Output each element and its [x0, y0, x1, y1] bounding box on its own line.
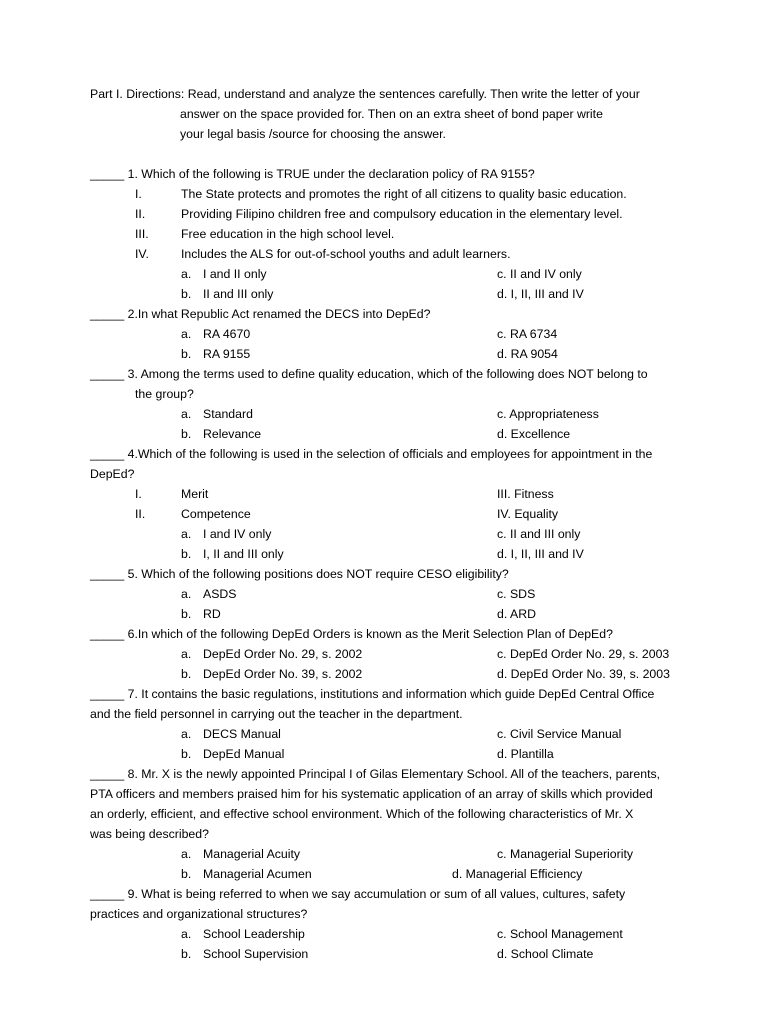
choice-right: d. I, II, III and IV: [497, 547, 584, 561]
statement-number: I.: [135, 187, 142, 201]
question-stem: and the field personnel in carrying out the teacher in the department.: [90, 707, 463, 721]
choice-right: d. Plantilla: [497, 747, 554, 761]
choice-letter: b.: [181, 607, 192, 621]
question-stem: was being described?: [90, 827, 209, 841]
choice-right: d. ARD: [497, 607, 536, 621]
statement-right: IV. Equality: [497, 507, 559, 521]
choice-letter: b.: [181, 747, 192, 761]
choice-text: ASDS: [203, 587, 237, 601]
question-stem: _____ 1. Which of the following is TRUE under the declaration policy of RA 9155?: [90, 167, 535, 181]
choice-text: I and II only: [203, 267, 267, 281]
choice-text: DepEd Order No. 39, s. 2002: [203, 667, 363, 681]
question-stem: _____ 9. What is being referred to when we say accumulation or sum of all values, cultures, safety: [90, 887, 626, 901]
question-stem: practices and organizational structures?: [90, 907, 308, 921]
question-stem: _____ 2.In what Republic Act renamed the DECS into DepEd?: [90, 307, 431, 321]
choice-letter: b.: [181, 947, 192, 961]
statement-text: The State protects and promotes the right of all citizens to quality basic education.: [181, 187, 627, 201]
choice-right: c. RA 6734: [497, 327, 558, 341]
choice-text: Standard: [203, 407, 253, 421]
statement-text: Includes the ALS for out-of-school youths and adult learners.: [181, 247, 511, 261]
choice-text: DepEd Order No. 29, s. 2002: [203, 647, 363, 661]
choice-text: DECS Manual: [203, 727, 281, 741]
statement-text: Competence: [181, 507, 251, 521]
choice-letter: a.: [181, 727, 192, 741]
choice-letter: b.: [181, 867, 192, 881]
choice-right: d. Managerial Efficiency: [452, 867, 583, 881]
choice-right: d. Excellence: [497, 427, 571, 441]
choice-right: d. DepEd Order No. 39, s. 2003: [497, 667, 670, 681]
choice-letter: a.: [181, 647, 192, 661]
choice-letter: a.: [181, 267, 192, 281]
choice-right: d. RA 9054: [497, 347, 558, 361]
statement-right: III. Fitness: [497, 487, 554, 501]
choice-right: c. Civil Service Manual: [497, 727, 622, 741]
directions-line-2: answer on the space provided for. Then on an extra sheet of bond paper write: [180, 107, 603, 121]
choice-letter: a.: [181, 327, 192, 341]
choice-right: c. Appropriateness: [497, 407, 599, 421]
choice-letter: a.: [181, 527, 192, 541]
choice-text: DepEd Manual: [203, 747, 285, 761]
statement-text: Merit: [181, 487, 209, 501]
choice-letter: b.: [181, 287, 192, 301]
directions-line-3: your legal basis /source for choosing the answer.: [180, 127, 446, 141]
choice-letter: b.: [181, 547, 192, 561]
statement-number: II.: [135, 207, 146, 221]
choice-right: c. Managerial Superiority: [497, 847, 634, 861]
choice-letter: a.: [181, 847, 192, 861]
statement-number: I.: [135, 487, 142, 501]
choice-text: RA 4670: [203, 327, 251, 341]
question-stem: PTA officers and members praised him for his systematic application of an array of skills which provided: [90, 787, 653, 801]
choice-letter: b.: [181, 427, 192, 441]
choice-right: c. DepEd Order No. 29, s. 2003: [497, 647, 670, 661]
choice-text: II and III only: [203, 287, 274, 301]
choice-text: I and IV only: [203, 527, 272, 541]
choice-letter: a.: [181, 587, 192, 601]
choice-text: Managerial Acumen: [203, 867, 312, 881]
statement-text: Providing Filipino children free and compulsory education in the elementary level.: [181, 207, 623, 221]
question-stem: _____ 4.Which of the following is used in the selection of officials and employees for appointment in the: [90, 447, 653, 461]
choice-right: c. SDS: [497, 587, 536, 601]
choice-right: c. II and IV only: [497, 267, 582, 281]
choice-right: d. I, II, III and IV: [497, 287, 584, 301]
question-stem: _____ 3. Among the terms used to define quality education, which of the following does NOT belong to: [90, 367, 648, 381]
question-stem: _____ 8. Mr. X is the newly appointed Principal I of Gilas Elementary School. All of the teachers, parents,: [90, 767, 661, 781]
choice-text: Managerial Acuity: [203, 847, 301, 861]
directions-line-1: Part I. Directions: Read, understand and analyze the sentences carefully. Then write the letter of your: [90, 87, 640, 101]
choice-text: RA 9155: [203, 347, 251, 361]
statement-number: IV.: [135, 247, 149, 261]
statement-text: Free education in the high school level.: [181, 227, 395, 241]
choice-text: RD: [203, 607, 221, 621]
statement-number: II.: [135, 507, 146, 521]
choice-right: d. School Climate: [497, 947, 594, 961]
choice-letter: b.: [181, 347, 192, 361]
choice-letter: a.: [181, 927, 192, 941]
choice-right: c. School Management: [497, 927, 623, 941]
question-stem: _____ 5. Which of the following positions does NOT require CESO eligibility?: [90, 567, 509, 581]
choice-letter: b.: [181, 667, 192, 681]
choice-text: Relevance: [203, 427, 262, 441]
choice-text: I, II and III only: [203, 547, 284, 561]
question-stem: DepEd?: [90, 467, 135, 481]
question-stem: an orderly, efficient, and effective school environment. Which of the following characteristics of Mr. X: [90, 807, 634, 821]
question-stem: _____ 6.In which of the following DepEd Orders is known as the Merit Selection Plan of DepEd?: [90, 627, 613, 641]
choice-letter: a.: [181, 407, 192, 421]
choice-text: School Supervision: [203, 947, 309, 961]
question-stem: _____ 7. It contains the basic regulations, institutions and information which guide DepEd Central Office: [90, 687, 655, 701]
choice-right: c. II and III only: [497, 527, 581, 541]
question-stem: the group?: [135, 387, 194, 401]
choice-text: School Leadership: [203, 927, 305, 941]
statement-number: III.: [135, 227, 149, 241]
